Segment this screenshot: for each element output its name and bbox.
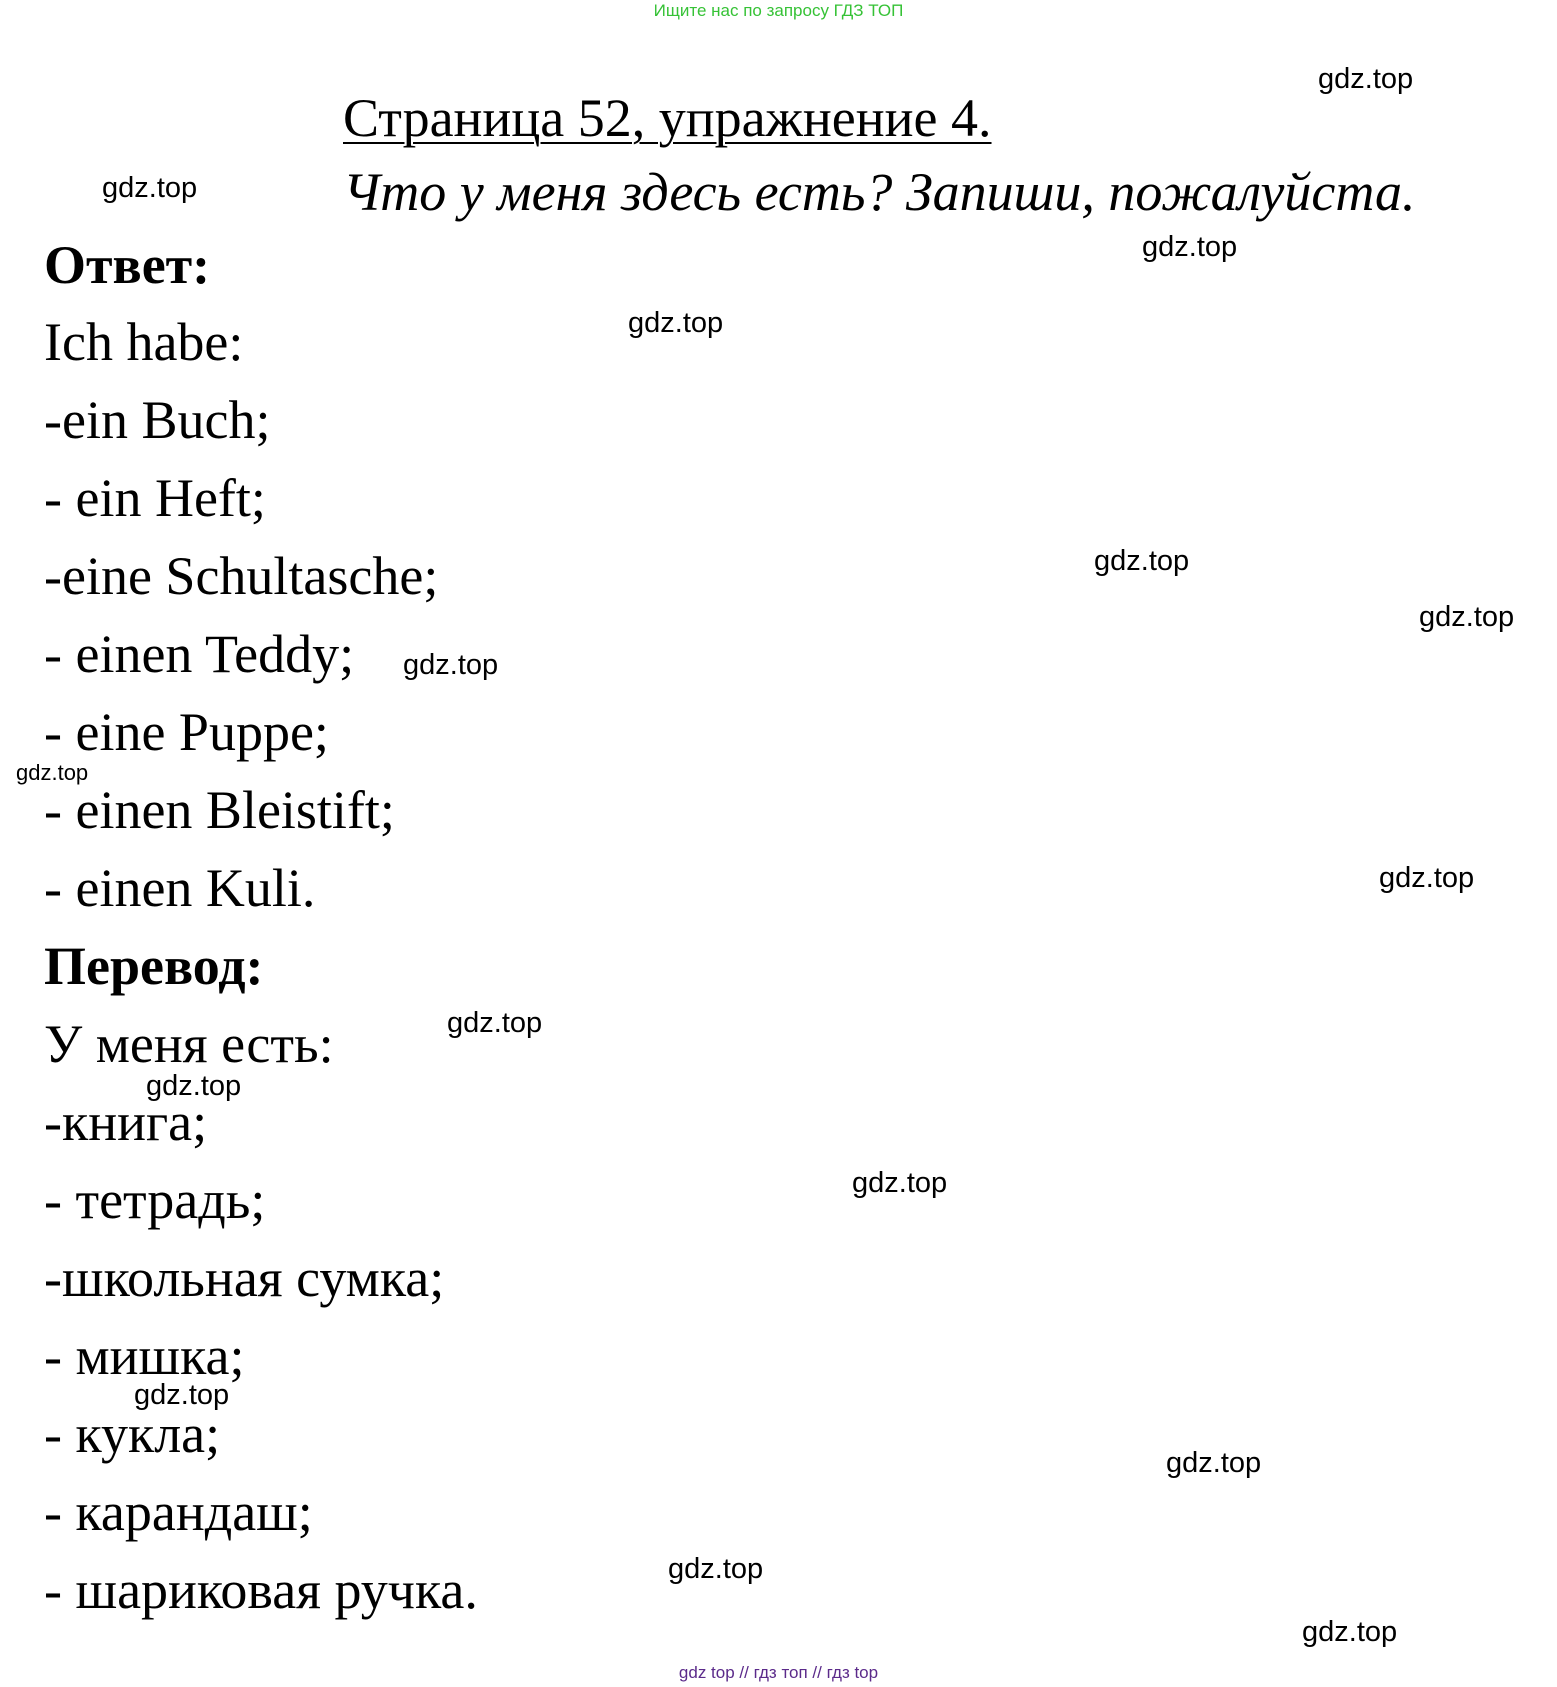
answer-line: -ein Buch; <box>44 390 271 450</box>
translation-line: -школьная сумка; <box>44 1248 445 1308</box>
answer-heading: Ответ: <box>44 235 211 295</box>
watermark: gdz.top <box>1142 231 1238 263</box>
translation-line: - шариковая ручка. <box>44 1560 478 1620</box>
answer-line: Ich habe: <box>44 312 244 372</box>
watermark: gdz.top <box>1166 1447 1262 1479</box>
watermark: gdz.top <box>1094 545 1190 577</box>
page-title: Страница 52, упражнение 4. <box>343 88 992 148</box>
watermark: gdz.top <box>1379 862 1475 894</box>
watermark: gdz.top <box>1318 63 1414 95</box>
watermark: gdz.top <box>403 649 499 681</box>
answer-line: - einen Teddy; <box>44 624 355 684</box>
answer-line: -eine Schultasche; <box>44 546 439 606</box>
translation-line: - мишка; <box>44 1326 245 1386</box>
watermark: gdz.top <box>447 1007 543 1039</box>
answer-line: - einen Bleistift; <box>44 780 395 840</box>
watermark: gdz.top <box>102 172 198 204</box>
watermark: gdz.top <box>852 1167 948 1199</box>
watermark: gdz.top <box>146 1070 242 1102</box>
translation-line: - тетрадь; <box>44 1170 266 1230</box>
watermark: gdz.top <box>1302 1616 1398 1648</box>
translation-line: - карандаш; <box>44 1482 313 1542</box>
watermark: gdz.top <box>16 760 89 785</box>
translation-heading: Перевод: <box>44 936 264 996</box>
answer-line: - einen Kuli. <box>44 858 316 918</box>
footer-watermark: gdz top // гдз топ // гдз top <box>678 1663 879 1682</box>
translation-line: - кукла; <box>44 1404 221 1464</box>
answer-line: - eine Puppe; <box>44 702 329 762</box>
watermark: gdz.top <box>1419 601 1515 633</box>
task-prompt: Что у меня здесь есть? Запиши, пожалуйста. <box>343 162 1416 222</box>
answer-line: - ein Heft; <box>44 468 266 528</box>
watermark: gdz.top <box>628 307 724 339</box>
watermark: gdz.top <box>668 1553 764 1585</box>
translation-line: -книга; <box>44 1092 208 1152</box>
watermark: gdz.top <box>134 1379 230 1411</box>
top-banner: Ищите нас по запросу ГДЗ ТОП <box>653 1 904 20</box>
translation-line: У меня есть: <box>44 1014 334 1074</box>
